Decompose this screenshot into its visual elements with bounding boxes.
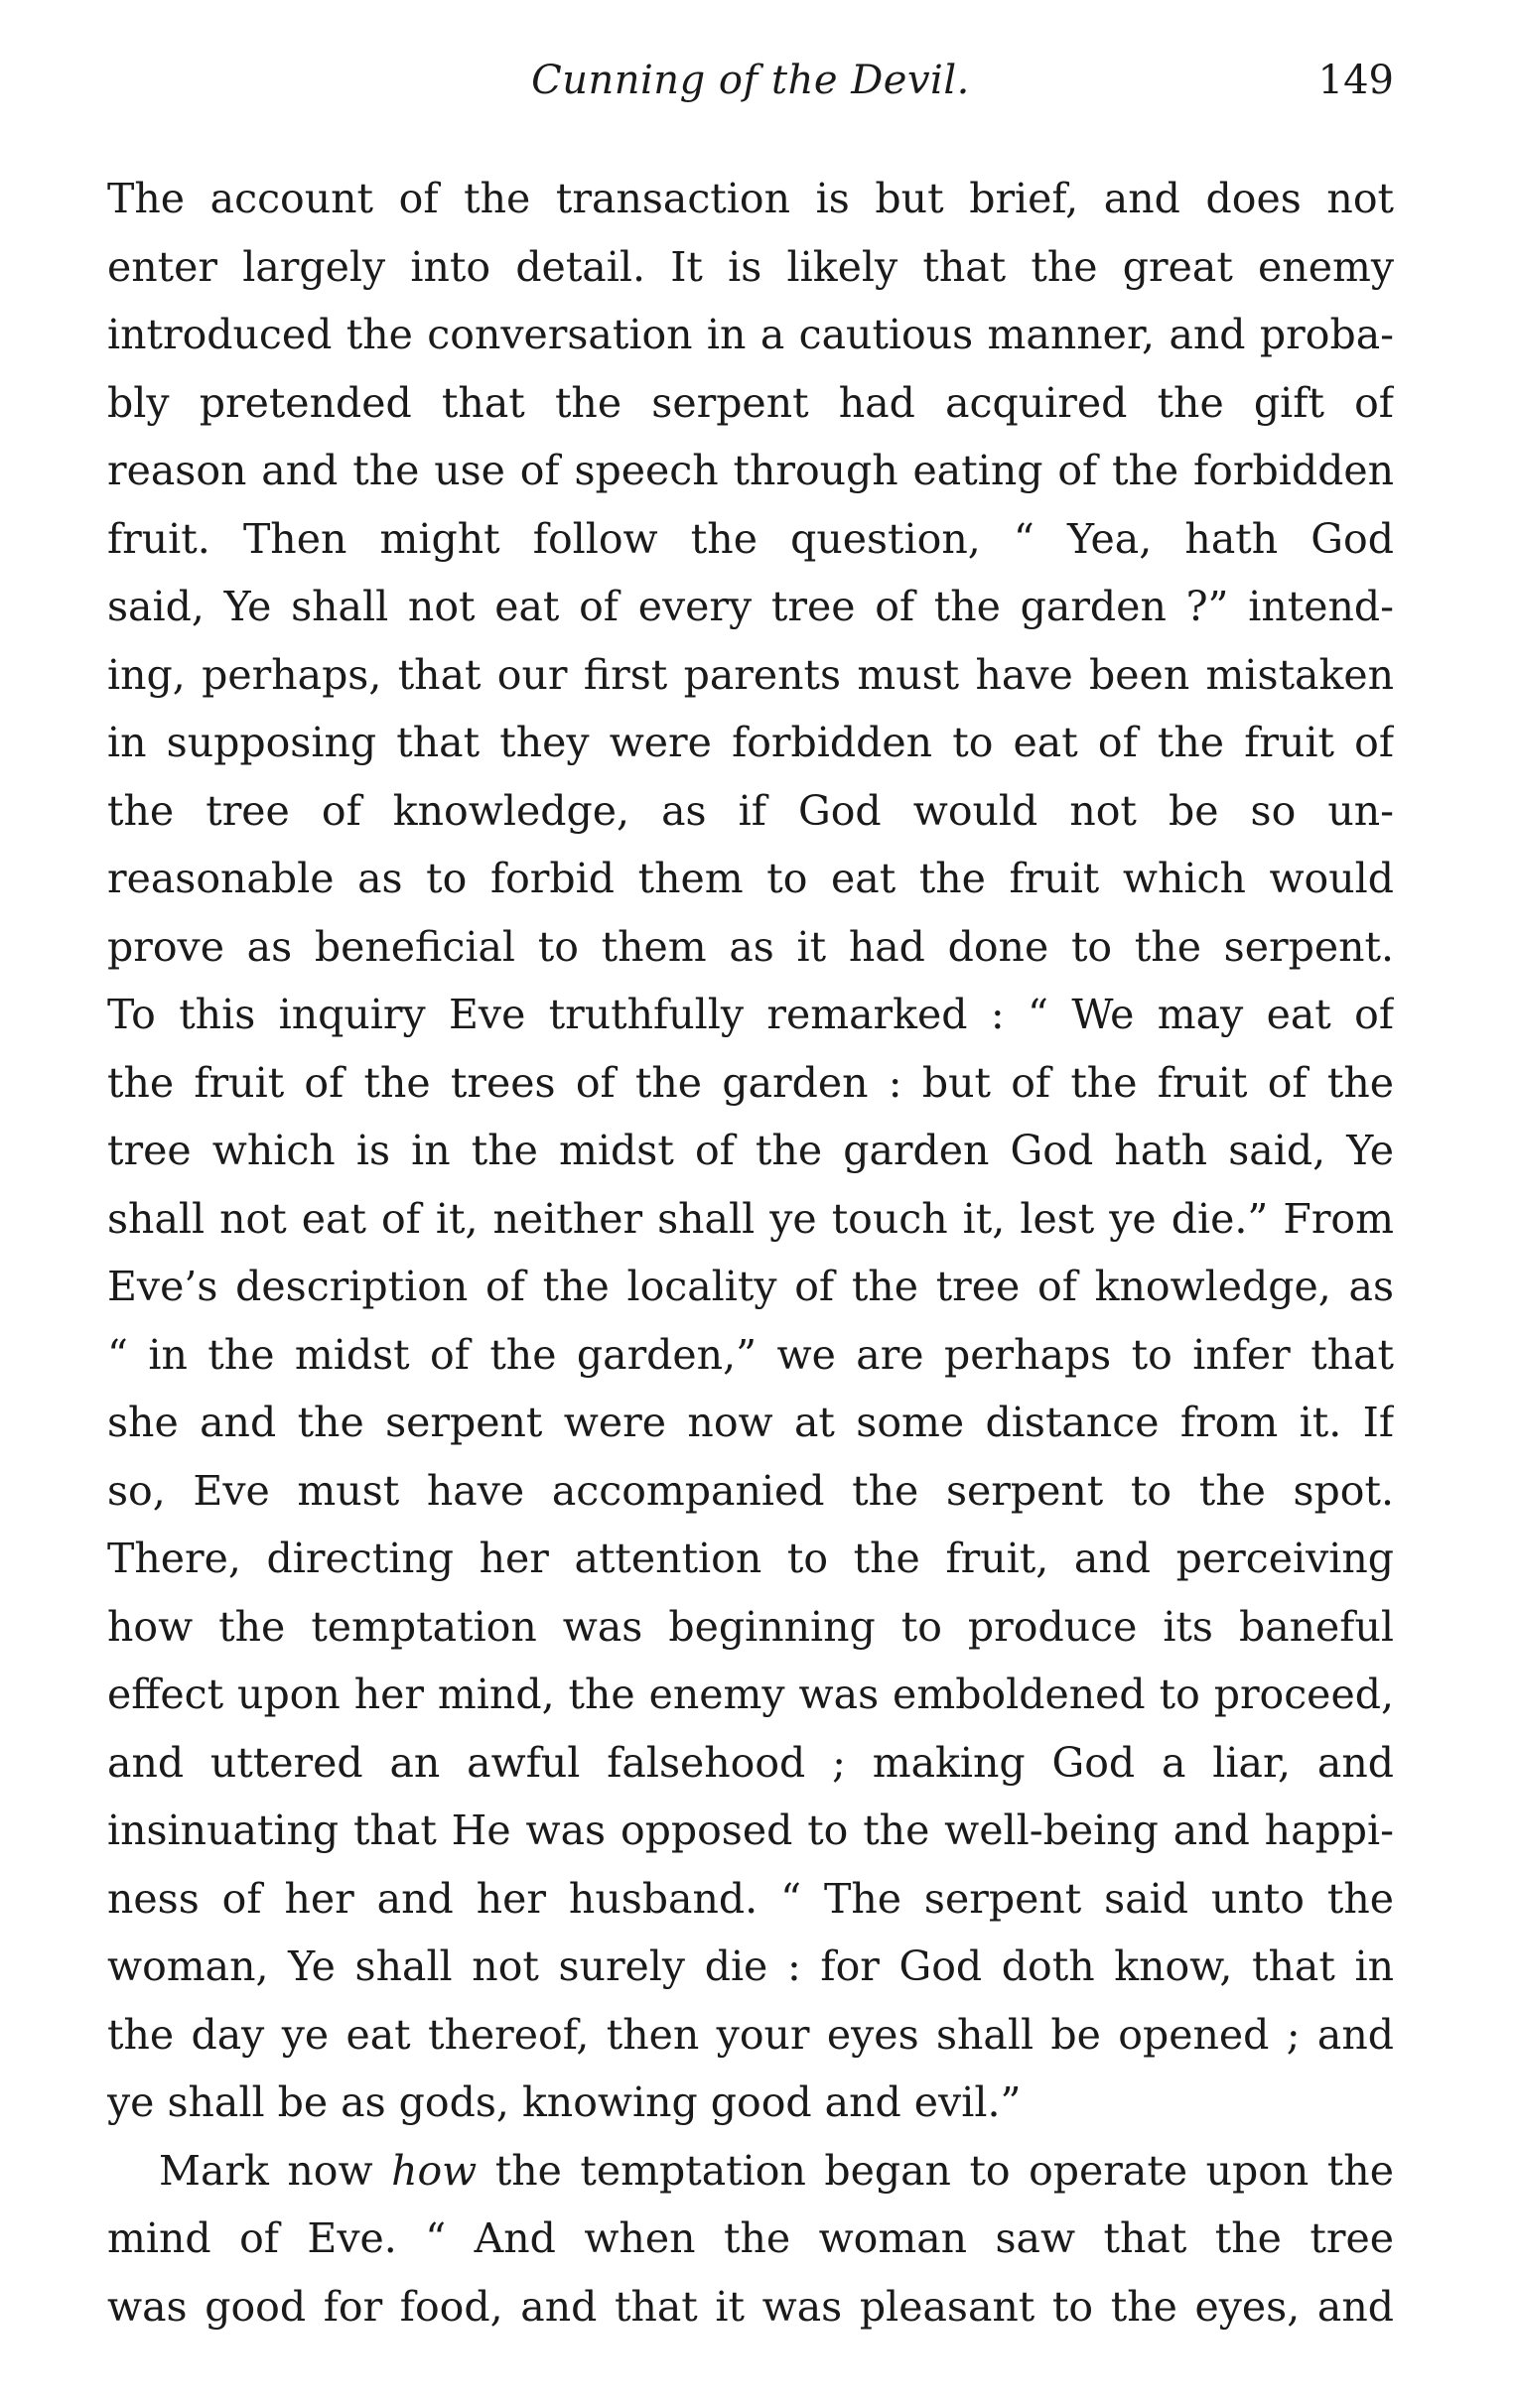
running-head — [107, 52, 1394, 127]
text-line: so, Eve must have accompanied the serpent to the spot. — [107, 1466, 1394, 1515]
text-line: ing, perhaps, that our first parents must have been mistaken — [107, 650, 1394, 699]
text-line: effect upon her mind, the enemy was emboldened to proceed, — [107, 1671, 1394, 1718]
text-line: shall not eat of it, neither shall ye touch it, lest ye die.” From — [107, 1194, 1394, 1243]
text-line: reasonable as to forbid them to eat the fruit which would — [107, 855, 1394, 902]
text-segment: the temptation began to operate upon the — [494, 2146, 1394, 2195]
text-line: tree which is in the midst of the garden God hath said, Ye — [107, 1127, 1394, 1174]
text-line: the tree of knowledge, as if God would not be so un- — [107, 786, 1394, 835]
text-line: the day ye eat thereof, then your eyes shall be opened ; and — [107, 2010, 1394, 2059]
text-line: reason and the use of speech through eating of the forbidden — [107, 447, 1394, 494]
text-line: said, Ye shall not eat of every tree of the garden ?” intend- — [107, 583, 1394, 630]
running-head-title: Cunning of the Devil. — [531, 58, 970, 103]
text-line: bly pretended that the serpent had acquired the gift of — [107, 378, 1394, 427]
text-line: fruit. Then might follow the question, “ Yea, hath God — [107, 514, 1394, 563]
text-line: prove as beneficial to them as it had done to the serpent. — [107, 922, 1394, 971]
text-line: The account of the transaction is but brief, and does not — [107, 175, 1394, 222]
text-line: introduced the conversation in a cautious manner, and proba- — [107, 311, 1394, 358]
text-line: There, directing her attention to the fruit, and perceiving — [107, 1535, 1394, 1582]
paragraph — [107, 2137, 1394, 2341]
text-line: ye shall be as gods, knowing good and evil.” — [107, 2078, 1022, 2126]
page-number: 149 — [1317, 58, 1394, 103]
text-line: the fruit of the trees of the garden : but of the fruit of the — [107, 1058, 1394, 1107]
text-segment: Mark now — [159, 2146, 373, 2195]
text-line: Eve’s description of the locality of the tree of knowledge, as — [107, 1263, 1394, 1310]
text-line: To this inquiry Eve truthfully remarked : “ We may eat of — [107, 991, 1394, 1038]
text-line: enter largely into detail. It is likely that the great enemy — [107, 242, 1394, 291]
text-line: how the temptation was beginning to produce its baneful — [107, 1602, 1394, 1651]
paragraph — [107, 165, 1394, 2137]
emphasized-word: how — [391, 2146, 478, 2195]
text-line-with-emphasis — [107, 2137, 1394, 2206]
text-line: she and the serpent were now at some distance from it. If — [107, 1399, 1394, 1446]
text-line: and uttered an awful falsehood ; making God a liar, and — [107, 1738, 1394, 1787]
text-line: insinuating that He was opposed to the well-being and happi- — [107, 1806, 1394, 1854]
text-line: mind of Eve. “ And when the woman saw that the tree — [107, 2214, 1394, 2262]
book-page — [107, 52, 1394, 2341]
text-line: ness of her and her husband. “ The serpent said unto the — [107, 1874, 1394, 1923]
text-line: in supposing that they were forbidden to eat of the fruit of — [107, 719, 1394, 766]
body-text — [107, 165, 1394, 2341]
text-line: was good for food, and that it was pleasant to the eyes, and — [107, 2282, 1394, 2331]
text-line: “ in the midst of the garden,” we are perhaps to infer that — [107, 1330, 1394, 1379]
text-line: woman, Ye shall not surely die : for God doth know, that in — [107, 1942, 1394, 1990]
